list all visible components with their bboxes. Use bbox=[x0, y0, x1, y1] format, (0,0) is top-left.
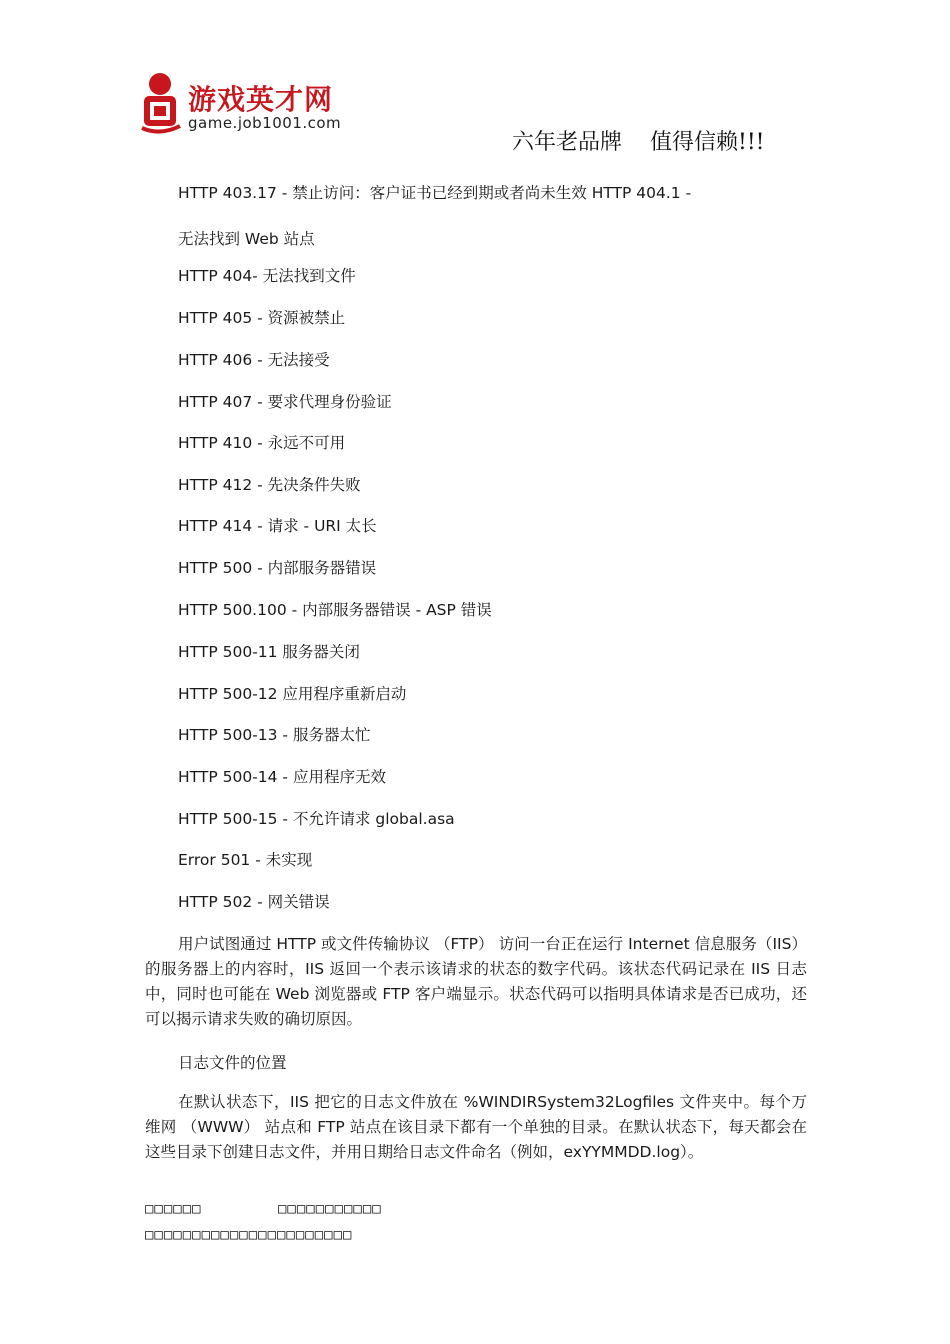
status-line: HTTP 412 - 先决条件失败 bbox=[178, 476, 361, 494]
slogan: 六年老品牌 值得信赖!!! bbox=[512, 130, 765, 155]
status-line: HTTP 502 - 网关错误 bbox=[178, 893, 330, 911]
site-logo[interactable] bbox=[140, 70, 370, 140]
status-line: HTTP 500-12 应用程序重新启动 bbox=[178, 685, 407, 703]
status-line: HTTP 500.100 - 内部服务器错误 - ASP 错误 bbox=[178, 601, 492, 619]
status-line: HTTP 500-11 服务器关闭 bbox=[178, 643, 360, 661]
logo-url: game.job1001.com bbox=[188, 114, 342, 132]
section-heading: 日志文件的位置 bbox=[178, 1054, 287, 1072]
status-line: HTTP 403.17 - 禁止访问：客户证书已经到期或者尚未生效 HTTP 404.1 - bbox=[178, 184, 692, 202]
status-line: HTTP 500-14 - 应用程序无效 bbox=[178, 768, 386, 786]
intro-paragraph: 用户试图通过 HTTP 或文件传输协议 （FTP） 访问一台正在运行 Internet 信息服务（IIS） 的服务器上的内容时，IIS 返回一个表示该请求的状态的数字代码。该状态代码记录在 IIS 日志中，同时也可能在 Web 浏览器或 FTP 客户端显示。状态代码可以指明具体请求是否已成功，还可以揭示请求失败的确切原因。 bbox=[145, 935, 807, 1028]
status-line: HTTP 500-13 - 服务器太忙 bbox=[178, 726, 371, 744]
status-line: HTTP 404- 无法找到文件 bbox=[178, 267, 356, 285]
logo-mark-icon bbox=[140, 70, 184, 134]
logo-name: 游戏英才网 bbox=[188, 83, 334, 116]
status-line: HTTP 500 - 内部服务器错误 bbox=[178, 559, 377, 577]
status-line: 无法找到 Web 站点 bbox=[178, 230, 315, 248]
footer-text-a: □□□□□□ bbox=[145, 1201, 202, 1217]
status-line: Error 501 - 未实现 bbox=[178, 851, 313, 869]
status-line: HTTP 500-15 - 不允许请求 global.asa bbox=[178, 810, 455, 828]
status-line: HTTP 410 - 永远不可用 bbox=[178, 434, 346, 452]
footer-text-c: □□□□□□□□□□□□□□□□□□□□□□ bbox=[145, 1227, 353, 1243]
status-line: HTTP 405 - 资源被禁止 bbox=[178, 309, 346, 327]
footer-text-b: □□□□□□□□□□□ bbox=[278, 1201, 382, 1217]
status-line: HTTP 407 - 要求代理身份验证 bbox=[178, 393, 392, 411]
log-location-paragraph: 在默认状态下，IIS 把它的日志文件放在 %WINDIRSystem32Logfiles 文件夹中。每个万维网 （WWW） 站点和 FTP 站点在该目录下都有一个单独的目录。在默认状态下，每天都会在这些目录下创建日志文件，并用日期给日志文件命名（例如，exYYMMDD.log）。 bbox=[145, 1093, 807, 1161]
status-line: HTTP 414 - 请求 - URI 太长 bbox=[178, 517, 377, 535]
status-line: HTTP 406 - 无法接受 bbox=[178, 351, 330, 369]
